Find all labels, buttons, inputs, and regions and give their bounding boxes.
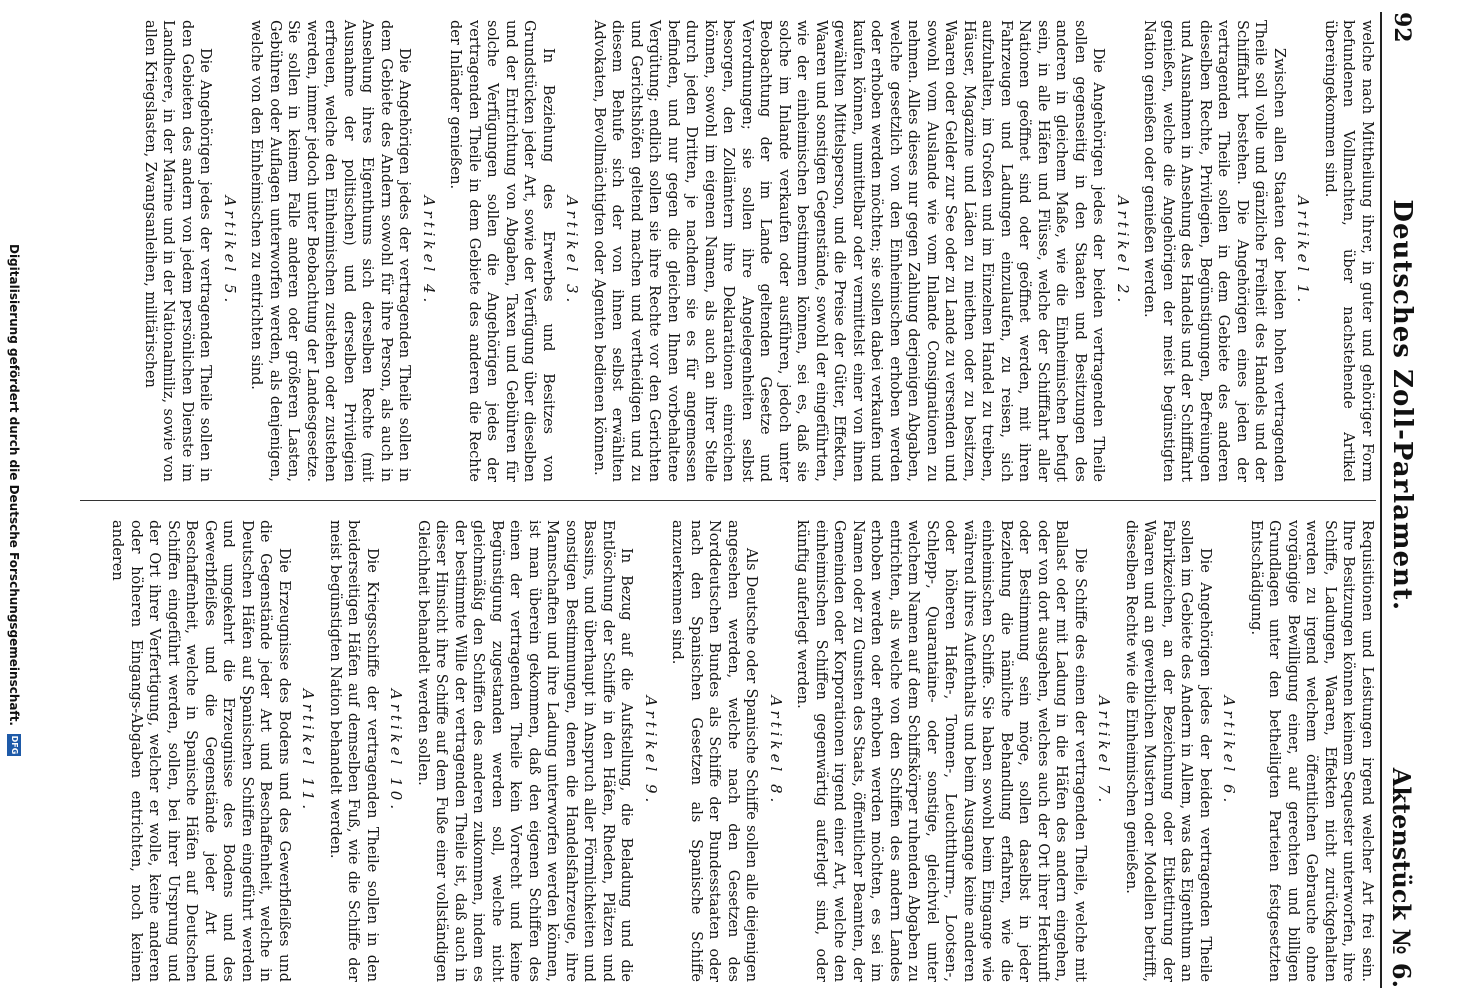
article-heading: Artikel 4.: [420, 195, 438, 307]
article-text: Die Angehörigen jedes der vertragenden Theile sollen in den Gebieten des andern von jedem persönlichen Dienste im Landheere, in der Marine und in der Nationalmiliz, sowie von allen Kriegslasten, Zwangsanleihen, militärischen: [142, 20, 214, 482]
dfg-logo-icon: DFG: [7, 734, 21, 756]
article-heading: Artikel 9.: [642, 695, 660, 807]
article-heading: Artikel 3.: [563, 195, 582, 307]
article-heading: Artikel 5.: [221, 195, 239, 307]
right-column: [60, 520, 1376, 982]
document-number: Aktenstück № 6.: [1387, 767, 1417, 988]
article-text: Zwischen allen Staaten der beiden hohen vertragenden Theile soll volle und gänzliche Freiheit des Handels und der Schifffahrt bestehen. Die Angehörigen eines jeden der vertragenden Theile sollen in dem Gebiete des anderen dieselben Rechte, Privilegien, Begünstigungen, Befreiungen und Ausnahmen in Ansehung des Handels und der Schifffahrt genießen, welche die Angehörigen der meist begünstigten Nation genießen oder genießen werden.: [1141, 20, 1287, 482]
article-text: In Beziehung des Erwerbes und Besitzes von Grundstücken jeder Art, sowie der Verfügung über dieselben und der Entrichtung von Abgaben, Taxen und Gebühren für solche Verfügungen sollen die Angehörigen jedes der vertragenden Theile in dem Gebiete des anderen die Rechte der Inländer genießen.: [447, 20, 556, 482]
column-divider: [80, 500, 1376, 501]
footer-credit: Digitalisierung gefördert durch die Deutsche Forschungsgemeinschaft.: [7, 243, 21, 726]
article-text: Die Angehörigen jedes der beiden vertragenden Theile sollen gegenseitig in den Staaten und Besitzungen des anderen in gleichem Maße, wie die Einheimischen befugt sein, in alle Häfen und Flüsse, welche der Schifffahrt aller Nationen geöffnet sind oder geöffnet werden, mit ihren Fahrzeugen und Ladungen einzulaufen, zu reisen, sich aufzuhalten, im Großen und im Einzelnen Handel zu treiben, Häuser, Magazine und Läden zu miethen oder zu besitzen, Waaren oder Gelder zur See oder zu Lande zu versenden und sowohl vom Auslande wie vom Inlande Consignationen zu nehmen. Alles dieses nur gegen Zahlung derjenigen Abgaben, welche gesetzlich von den Einheimischen erhoben werden oder erhoben werden möchten; sie sollen dabei verkaufen und kaufen können, unmittelbar oder vermittelst einer von ihnen gewählten Mittelsperson, und die Preise der Güter, Effekten, Waaren und sonstigen Gegenstände, sowohl der eingeführten, wie der einheimischen bestimmen können, sei es, daß sie solche im Inlande verkaufen oder ausführen, jedoch unter Beobachtung der im Lande geltenden Gesetze und Verordnungen; sie sollen ihre Angelegenheiten selbst besorgen, den Zollämtern ihre Deklarationen einreichen können, sowohl im eigenen Namen, als auch an ihrer Stelle durch jeden Dritten, je nachdem sie es für angemessen befinden, und nur gegen die gleichen Ihnen vorbehaltene Vergütung; endlich sollen sie ihre Rechte vor den Gerichten und Gerichtshöfen geltend machen und vertheidigen und zu diesem Behufe sich der von ihnen selbst erwählten Advokaten, Bevollmächtigten oder Agenten bedienen können.: [591, 20, 1107, 482]
article-text: Die Angehörigen jedes der beiden vertragenden Theile sollen im Gebiete des Andern in Allem, was das Eigenthum an Fabrikzeichen, an der Bezeichnung oder Etikettirung der Waaren und an gewerblichen Mustern oder Modellen betrifft, dieselben Rechte wie die Einheimischen genießen.: [1123, 520, 1213, 982]
page-header: [1380, 12, 1422, 988]
article-heading: Artikel 10.: [387, 688, 406, 814]
article-heading: Artikel 11.: [299, 688, 318, 814]
article-heading: Artikel 2.: [1114, 195, 1132, 307]
article-text: In Bezug auf die Aufstellung, die Beladung und die Entlöschung der Schiffe in den Häfen, Rheden, Plätzen und Bassins, und überhaupt in Anspruch aller Förmlichkeiten und sonstigen Bestimmungen, denen die Handelsfahrzeuge, ihre Mannschaften und ihre Ladung unterworfen werden können, ist man überein gekommen, daß den eigenen Schiffen des einen der vertragenden Theile kein Vorrecht und keine Begünstigung zugestanden werden soll, welche nicht gleichmäßig den Schiffen des anderen zukommen, indem es der bestimmte Wille der vertragenden Theile ist, daß auch in dieser Hinsicht ihre Schiffe auf dem Fuße einer vollständigen Gleichheit behandelt werden sollen.: [415, 520, 635, 982]
publication-title: Deutsches Zoll-Parlament.: [1387, 199, 1417, 612]
digitization-footer: [0, 0, 28, 1000]
left-intro: welche nach Mittheilung ihrer, in guter und gehöriger Form befundenen Vollmachten, über nachstehende Artikel übereingekommen sind.: [1322, 20, 1375, 482]
right-intro: Requisitionen und Leistungen irgend welcher Art frei sein. Ihre Besitzungen können keinem Sequester unterworfen, ihre Schiffe, Ladungen, Waaren, Effekten nicht zurückgehalten werden zu irgend welchem öffentlichen Gebrauche ohne vorgängige Bewilligung einer, auf gerechten und billigen Grundlagen unter den betheiligten Parteien festgesetzten Entschädigung.: [1248, 520, 1375, 982]
article-text: Die Angehörigen jedes der vertragenden Theile sollen in dem Gebiete des Andern sowohl für ihre Person, als auch in Ansehung ihres Eigenthums sich derselben Rechte (mit Ausnahme der politischen) und derselben Privilegien erfreuen, welche den Einheimischen zustehen oder zustehen werden, immer jedoch unter Beobachtung der Landesgesetze. Sie sollen in keinem Falle anderen oder größeren Lasten, Gebühren oder Auflagen unterworfen werden, als denjenigen, welche von den Einheimischen zu entrichten sind.: [248, 20, 413, 482]
page-number: 92: [1389, 12, 1415, 43]
article-heading: Artikel 8.: [767, 695, 785, 807]
article-text: Die Kriegsschiffe der vertragenden Theile sollen in den beiderseitigen Häfen auf demselben Fuß, wie die Schiffe der meist begünstigten Nation behandelt werden.: [327, 520, 380, 982]
article-text: Als Deutsche oder Spanische Schiffe sollen alle diejenigen angesehen werden, welche nach den Gesetzen des Norddeutschen Bundes als Schiffe der Bundesstaaten oder nach den Spanischen Gesetzen als Spanische Schiffe anzuerkennen sind.: [669, 520, 760, 982]
article-heading: Artikel 7.: [1095, 695, 1114, 807]
article-text: Die Schiffe des einen der vertragenden Theile, welche mit Ballast oder mit Ladung in die Häfen des andern eingehen, oder von dort ausgehen, welches auch der Ort ihrer Herkunft oder Bestimmung sein möge, sollen daselbst in jeder Beziehung die nämliche Behandlung erfahren, wie die einheimischen Schiffe. Sie haben sowohl beim Eingange wie während ihres Aufenthalts und beim Ausgange keine anderen oder höheren Hafen-, Tonnen-, Leuchtthurm-, Lootsen-, Schlepp-, Quarantaine- oder sonstige, gleichviel unter welchem Namen auf dem Schiffskörper ruhenden Abgaben zu entrichten, als welche von den Schiffen des andern Landes erhoben werden oder erhoben werden möchten, es sei im Namen oder zu Gunsten des Staats, öffentlicher Beamten, der Gemeinden oder Korporationen irgend einer Art, welche den einheimischen Schiffen gegenwärtig auferlegt sind, oder künftig auferlegt werden.: [794, 520, 1088, 982]
article-heading: Artikel 1.: [1294, 195, 1313, 307]
article-text: Die Erzeugnisse des Bodens und des Gewerbfleißes und die Gegenstände jeder Art und Beschaffenheit, welche in Deutschen Häfen auf Spanischen Schiffen eingeführt werden und umgekehrt die Erzeugnisse des Bodens und des Gewerbfleißes und die Gegenstände jeder Art und Beschaffenheit, welche in Spanische Häfen auf Deutschen Schiffen eingeführt werden, sollen, bei ihrer Ursprung und der Ort ihrer Verfertigung, welcher er wolle, keine anderen oder höheren Eingangs-Abgaben entrichten, noch keinen anderen: [109, 520, 292, 982]
left-column: [60, 20, 1376, 482]
article-heading: Artikel 6.: [1220, 695, 1239, 807]
